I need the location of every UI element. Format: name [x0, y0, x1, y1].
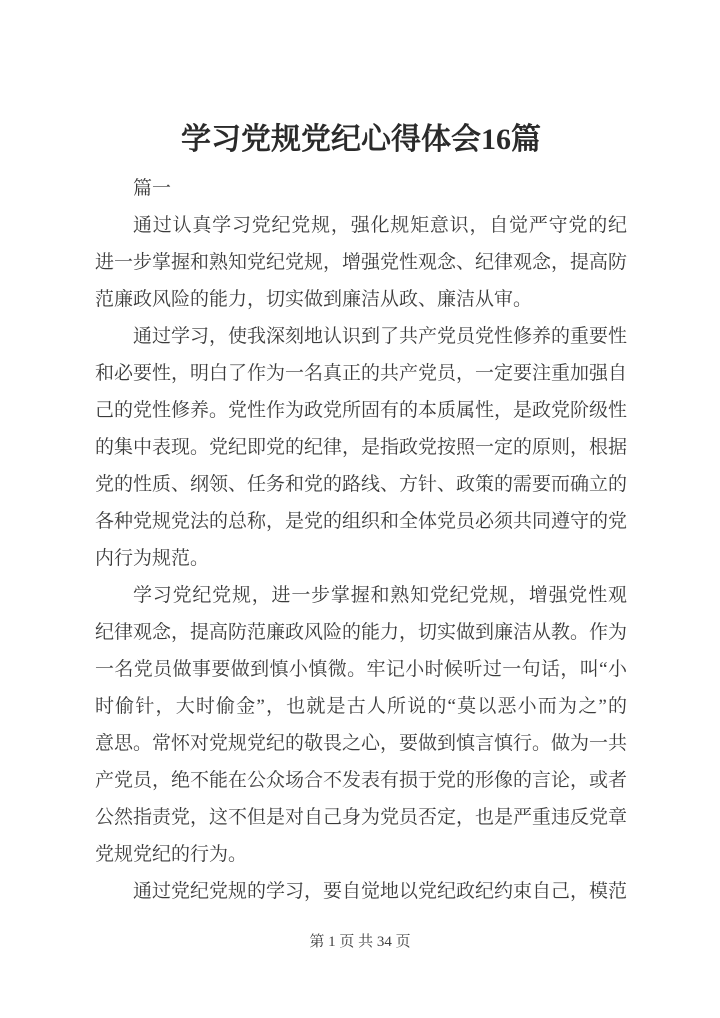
text-line: 通过党纪党规的学习，要自觉地以党纪政纪约束自己，模范	[133, 881, 627, 902]
paragraph	[95, 207, 627, 318]
document-content	[95, 0, 627, 910]
section-heading: 篇一	[133, 178, 172, 199]
text-line: 一名党员做事要做到慎小慎微。牢记小时候听过一句话，叫“小	[95, 659, 627, 680]
paragraph	[95, 577, 627, 873]
text-line: 通过认真学习党纪党规，强化规矩意识，自觉严守党的纪	[133, 215, 627, 236]
document-body	[95, 170, 627, 910]
page-title: 学习党规党纪心得体会16篇	[181, 123, 541, 156]
paragraph	[95, 873, 627, 910]
text-line: 公然指责党，这不但是对自己身为党员否定，也是严重违反党章	[95, 807, 627, 828]
footer-page-number: 第 1 页 共 34 页	[309, 934, 411, 950]
text-line: 纪律观念，提高防范廉政风险的能力，切实做到廉洁从教。作为	[95, 622, 627, 643]
text-line: 时偷针，大时偷金”，也就是古人所说的“莫以恶小而为之”的	[95, 696, 627, 717]
text-line: 党的性质、纲领、任务和党的路线、方针、政策的需要而确立的	[95, 474, 627, 495]
text-line: 学习党纪党规，进一步掌握和熟知党纪党规，增强党性观	[133, 585, 627, 606]
text-line: 范廉政风险的能力，切实做到廉洁从政、廉洁从审。	[95, 289, 533, 310]
text-line: 产党员，绝不能在公众场合不发表有损于党的形像的言论，或者	[95, 770, 627, 791]
text-line: 各种党规党法的总称，是党的组织和全体党员必须共同遵守的党	[95, 511, 627, 532]
text-line: 己的党性修养。党性作为政党所固有的本质属性，是政党阶级性	[95, 400, 627, 421]
text-line: 进一步掌握和熟知党纪党规，增强党性观念、纪律观念，提高防	[95, 252, 627, 273]
paragraph	[95, 318, 627, 577]
text-line: 通过学习，使我深刻地认识到了共产党员党性修养的重要性	[133, 326, 627, 347]
text-line: 和必要性，明白了作为一名真正的共产党员，一定要注重加强自	[95, 363, 627, 384]
text-line: 党规党纪的行为。	[95, 844, 248, 865]
text-line: 的集中表现。党纪即党的纪律，是指政党按照一定的原则，根据	[95, 437, 627, 458]
text-line: 内行为规范。	[95, 548, 210, 569]
text-line: 意思。常怀对党规党纪的敬畏之心，要做到慎言慎行。做为一共	[95, 733, 627, 754]
